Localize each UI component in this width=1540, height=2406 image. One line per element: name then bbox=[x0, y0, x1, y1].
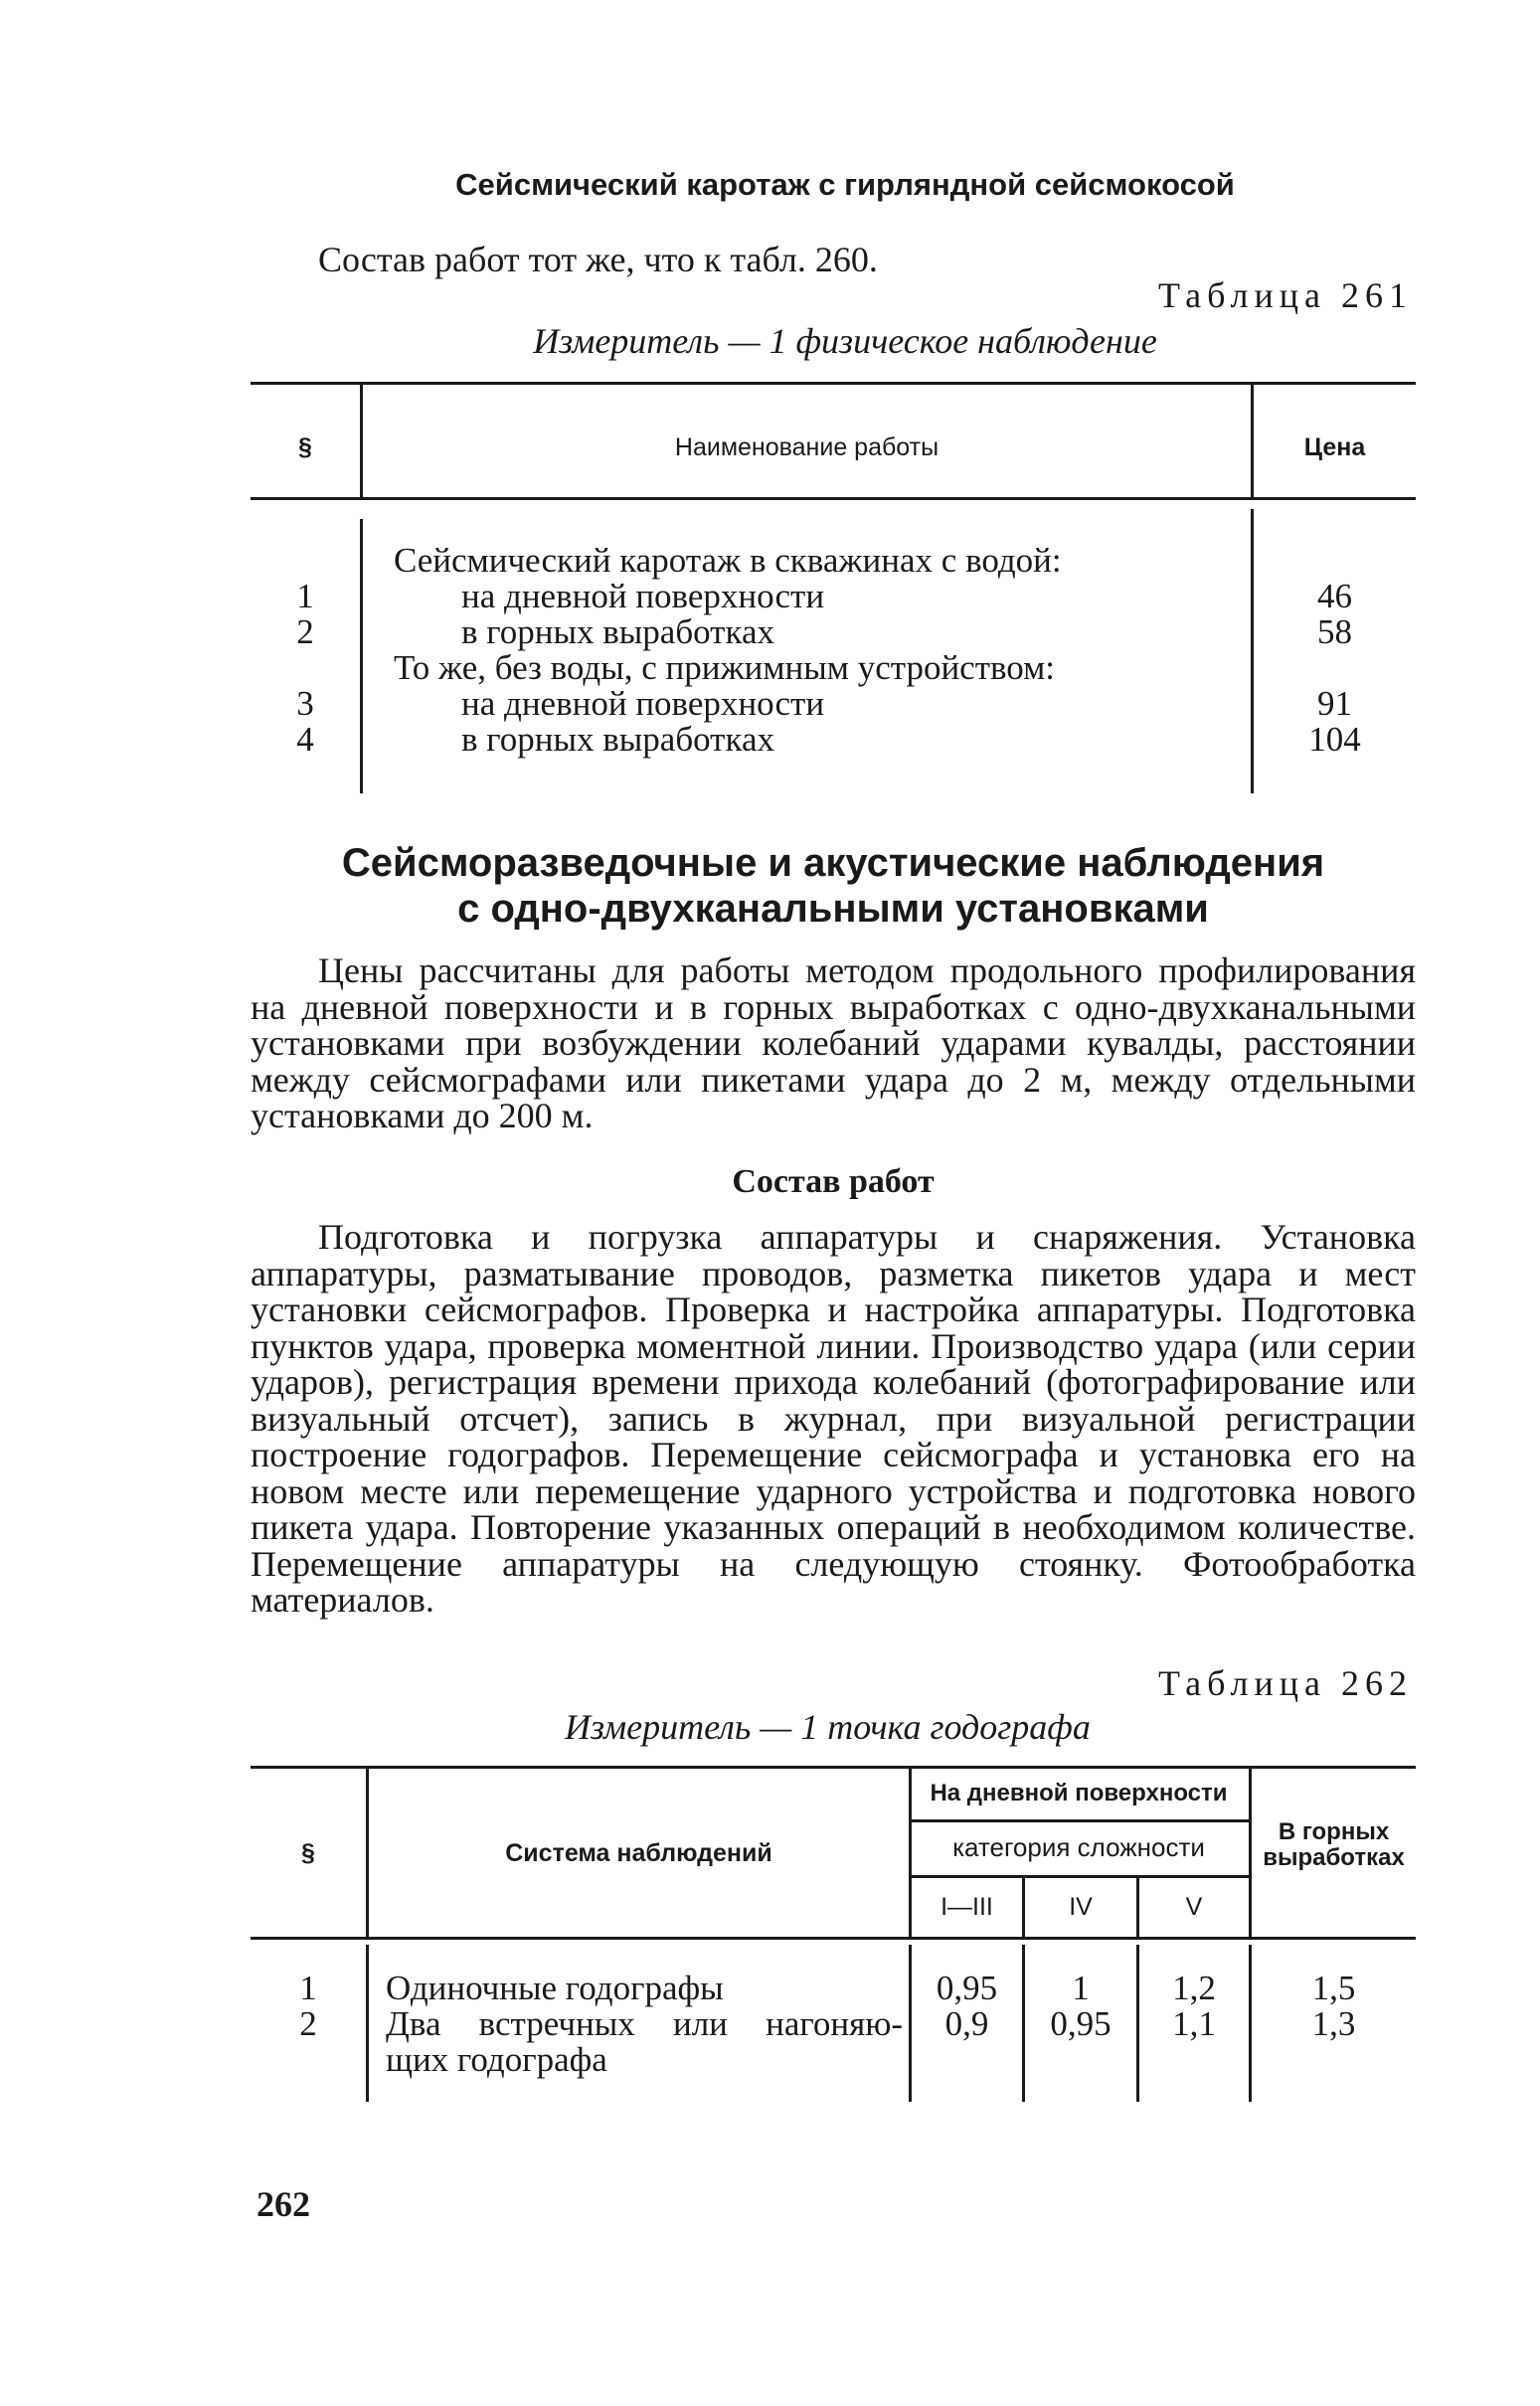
header-num: § bbox=[301, 1839, 315, 1867]
section-title: с одно-двухканальными установками bbox=[457, 887, 1209, 931]
table-row-name: То же, без воды, с прижимным устройством: bbox=[394, 648, 1055, 687]
table-row-value: 0,9 bbox=[944, 2004, 989, 2043]
page-number: 262 bbox=[257, 2184, 310, 2224]
table-row-name: Два встречных или нагоняю- bbox=[386, 2004, 903, 2043]
section-paragraph: Цены рассчитаны для работы методом продольного профилирования на дневной поверхности и в горных выработках с одно-двухканальными установками при возбуждении колебаний ударами кувалды, расстоянии между сейсмографами или пикетами удара до 2 м, между отдельными установками до 200 м. bbox=[251, 950, 1416, 1135]
table-row-num: 1 bbox=[296, 577, 314, 615]
table-row-num: 1 bbox=[299, 1969, 317, 2007]
table-row-value: 0,95 bbox=[936, 1969, 998, 2007]
table-row-num: 2 bbox=[296, 612, 314, 651]
table-row-name: в горных выработках bbox=[461, 612, 774, 651]
composition-paragraph: Подготовка и погрузка аппаратуры и снаряжения. Установка аппаратуры, разматывание проводов, разметка пикетов удара и мест установки сейсмографов. Проверка и настройка аппаратуры. Подготовка пунктов удара, проверка моментной линии. Производство удара (или серии ударов), регистрация времени прихода колебаний (фотографирование или визуальный отсчет), запись в журнал, при визуальной регистрации построение годографов. Перемещение сейсмографа и установка его на новом месте или перемещение ударного устройства и подготовка нового пикета удара. Повторение указанных операций в необходимом количестве. Перемещение аппаратуры на следующую стоянку. Фотообработка материалов. bbox=[251, 1217, 1416, 1620]
header-mines: В горных bbox=[1278, 1818, 1390, 1845]
header-surface: На дневной поверхности bbox=[930, 1780, 1228, 1806]
table-row-num: 3 bbox=[296, 684, 314, 723]
intro-text: Состав работ тот же, что к табл. 260. bbox=[318, 240, 878, 279]
header-price: Цена bbox=[1303, 433, 1366, 461]
table-row-name: щих годографа bbox=[386, 2040, 607, 2079]
table-row-value: 0,95 bbox=[1050, 2004, 1112, 2043]
section-title: Сейсморазведочные и акустические наблюдения bbox=[341, 841, 1325, 885]
table-unit: Измеритель — 1 физическое наблюдение bbox=[533, 321, 1157, 361]
table-row-price: 46 bbox=[1317, 577, 1352, 615]
table-row-price: 104 bbox=[1308, 720, 1361, 759]
table-row-num: 2 bbox=[299, 2004, 317, 2043]
table-row-price: 91 bbox=[1317, 684, 1352, 723]
header-num: § bbox=[298, 433, 312, 461]
table-row-value: 1,2 bbox=[1172, 1969, 1216, 2007]
table-caption: Таблица 262 bbox=[1158, 1663, 1413, 1703]
table-row-name: в горных выработках bbox=[461, 720, 774, 759]
header-system: Система наблюдений bbox=[505, 1839, 772, 1867]
table-row-value: 1,3 bbox=[1311, 2004, 1356, 2043]
table-row-name: на дневной поверхности bbox=[461, 684, 825, 723]
table-row-value: 1,1 bbox=[1172, 2004, 1216, 2043]
table-unit: Измеритель — 1 точка годографа bbox=[565, 1707, 1091, 1747]
table-row-name: Сейсмический каротаж в скважинах с водой: bbox=[394, 541, 1062, 580]
table-row-value: 1,5 bbox=[1311, 1969, 1356, 2007]
table-caption: Таблица 261 bbox=[1158, 275, 1413, 315]
header-c3: V bbox=[1185, 1893, 1203, 1921]
header-mines: выработках bbox=[1263, 1844, 1405, 1871]
section-title: Сейсмический каротаж с гирляндной сейсмокосой bbox=[455, 167, 1235, 202]
header-c2: IV bbox=[1069, 1893, 1093, 1921]
table-row-value: 1 bbox=[1072, 1969, 1090, 2007]
table-row-num: 4 bbox=[296, 720, 314, 759]
subsection-title: Состав работ bbox=[732, 1163, 935, 1200]
table-row-price: 58 bbox=[1317, 612, 1352, 651]
header-c1: I—III bbox=[941, 1893, 993, 1921]
header-category: категория сложности bbox=[952, 1832, 1205, 1862]
table-row-name: Одиночные годографы bbox=[386, 1969, 724, 2007]
table-row-name: на дневной поверхности bbox=[461, 577, 825, 615]
header-name: Наименование работы bbox=[674, 433, 940, 461]
